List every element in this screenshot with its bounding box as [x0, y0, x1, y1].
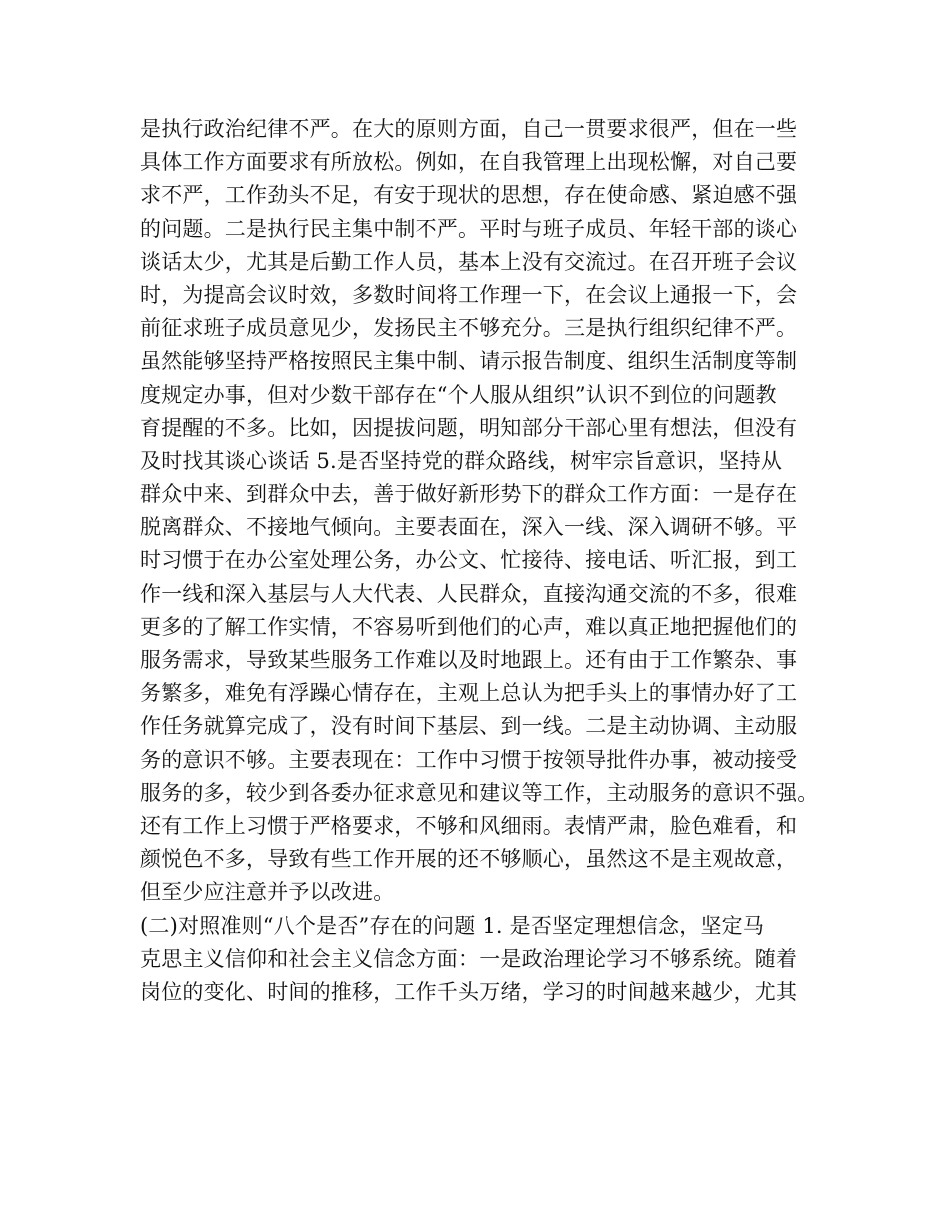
text-line: 颜悦色不多，导致有些工作开展的还不够顺心，虽然这不是主观故意，	[140, 847, 798, 872]
text-line: 的问题。二是执行民主集中制不严。平时与班子成员、年轻干部的谈心	[140, 216, 798, 241]
text-line: 作一线和深入基层与人大代表、人民群众，直接沟通交流的不多，很难	[140, 581, 798, 606]
text-line: 克思主义信仰和社会主义信念方面：一是政治理论学习不够系统。随着	[140, 946, 798, 971]
text-line: 服务需求，导致某些服务工作难以及时地跟上。还有由于工作繁杂、事	[140, 648, 798, 672]
text-line: 务繁多，难免有浮躁心情存在，主观上总认为把手头上的事情办好了工	[140, 681, 798, 706]
text-line: 是执行政治纪律不严。在大的原则方面，自己一贯要求很严，但在一些	[140, 117, 798, 141]
text-line: 时，为提高会议时效，多数时间将工作理一下，在会议上通报一下，会	[140, 282, 798, 307]
text-line: 度规定办事，但对少数干部存在“个人服从组织”认识不到位的问题教	[140, 382, 777, 407]
text-line: 群众中来、到群众中去，善于做好新形势下的群众工作方面：一是存在	[140, 482, 798, 507]
text-line: 作任务就算完成了，没有时间下基层、到一线。二是主动协调、主动服	[140, 714, 798, 739]
text-line: 具体工作方面要求有所放松。例如，在自我管理上出现松懈，对自己要	[140, 150, 798, 175]
text-line: 服务的多，较少到各委办征求意见和建议等工作，主动服务的意识不强。	[140, 780, 819, 805]
text-line: 育提醒的不多。比如，因提拔问题，明知部分干部心里有想法，但没有	[140, 415, 798, 440]
text-line: 时习惯于在办公室处理公务，办公文、忙接待、接电话、听汇报，到工	[140, 548, 798, 573]
text-line: 虽然能够坚持严格按照民主集中制、请示报告制度、组织生活制度等制	[140, 349, 798, 374]
text-line: 岗位的变化、时间的推移，工作千头万绪，学习的时间越来越少，尤其	[140, 979, 798, 1004]
body-text	[140, 113, 840, 1009]
text-line: 谈话太少，尤其是后勤工作人员，基本上没有交流过。在召开班子会议	[140, 249, 798, 274]
text-line: 更多的了解工作实情，不容易听到他们的心声，难以真正地把握他们的	[140, 614, 798, 639]
text-line: 但至少应注意并予以改进。	[140, 880, 395, 905]
text-line: 前征求班子成员意见少，发扬民主不够充分。三是执行组织纪律不严。	[140, 316, 798, 341]
text-line: 及时找其谈心谈话 5.是否坚持党的群众路线，树牢宗旨意识，坚持从	[140, 448, 783, 473]
text-line: 脱离群众、不接地气倾向。主要表面在，深入一线、深入调研不够。平	[140, 515, 798, 540]
text-line: 还有工作上习惯于严格要求，不够和风细雨。表情严肃，脸色难看，和	[140, 813, 798, 838]
text-line: 求不严，工作劲头不足，有安于现状的思想，存在使命感、紧迫感不强	[140, 183, 798, 208]
text-line: (二)对照准则“八个是否”存在的问题 1. 是否坚定理想信念，坚定马	[140, 913, 765, 938]
text-line: 务的意识不够。主要表现在：工作中习惯于按领导批件办事，被动接受	[140, 747, 798, 772]
